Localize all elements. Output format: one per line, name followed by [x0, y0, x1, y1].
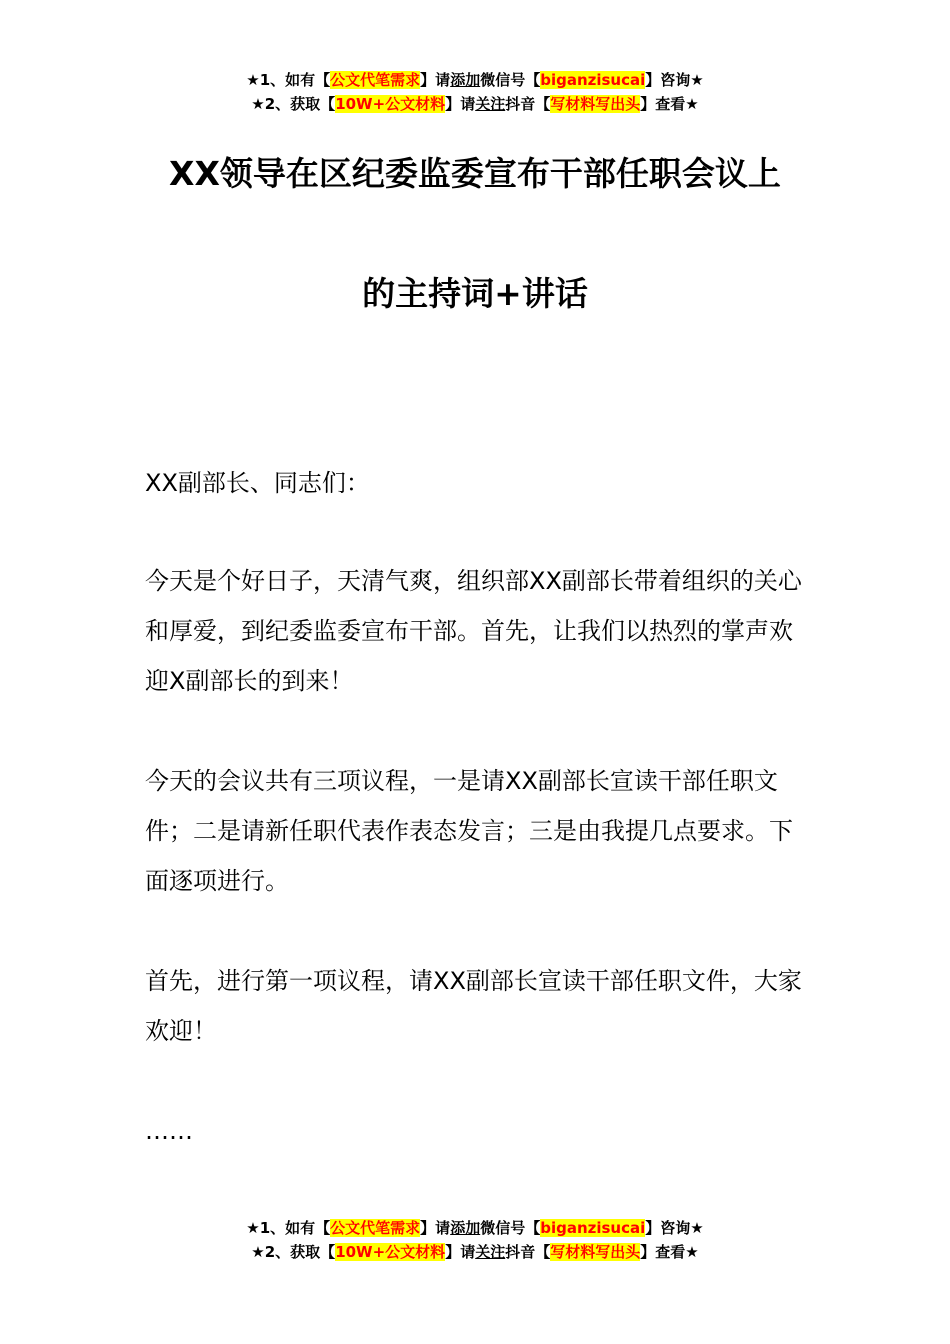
- ellipsis: ……: [145, 1117, 193, 1145]
- banner-text: 】请: [420, 71, 451, 89]
- banner-highlight: 公文代笔需求: [330, 1219, 421, 1237]
- banner-line-1: [0, 1216, 950, 1240]
- header-banner: [0, 68, 950, 116]
- banner-line-2: [0, 92, 950, 116]
- banner-highlight: 公文代笔需求: [330, 71, 421, 89]
- document-title-line-2: 的主持词+讲话: [362, 274, 588, 313]
- banner-text: 】请: [420, 1219, 451, 1237]
- banner-text: 】请: [445, 1243, 476, 1261]
- banner-text: 】请: [445, 95, 476, 113]
- banner-emphasis: 关注: [475, 95, 506, 113]
- banner-text: ★2、获取【: [251, 95, 336, 113]
- banner-emphasis: 添加: [450, 1219, 481, 1237]
- paragraph-1: 今天是个好日子，天清气爽，组织部XX副部长带着组织的关心和厚爱，到纪委监委宣布干部。首先，让我们以热烈的掌声欢迎X副部长的到来！: [145, 567, 802, 695]
- banner-text: 】咨询★: [645, 71, 704, 89]
- banner-text: 】查看★: [640, 1243, 699, 1261]
- document-title-line-1: XX领导在区纪委监委宣布干部任职会议上: [169, 154, 781, 193]
- banner-text: ★1、如有【: [246, 71, 331, 89]
- greeting: XX副部长、同志们：: [145, 469, 370, 497]
- banner-line-1: [0, 68, 950, 92]
- banner-text: 微信号【: [480, 71, 541, 89]
- banner-text: 】查看★: [640, 95, 699, 113]
- banner-highlight: biganzisucai: [540, 71, 646, 89]
- footer-banner: [0, 1216, 950, 1264]
- banner-line-2: [0, 1240, 950, 1264]
- banner-text: 抖音【: [505, 1243, 551, 1261]
- banner-highlight: 10W+公文材料: [335, 95, 446, 113]
- banner-emphasis: 关注: [475, 1243, 506, 1261]
- banner-highlight: 10W+公文材料: [335, 1243, 446, 1261]
- banner-highlight: 写材料写出头: [550, 95, 641, 113]
- banner-text: ★2、获取【: [251, 1243, 336, 1261]
- banner-highlight: 写材料写出头: [550, 1243, 641, 1261]
- banner-text: ★1、如有【: [246, 1219, 331, 1237]
- banner-text: 抖音【: [505, 95, 551, 113]
- banner-text: 】咨询★: [645, 1219, 704, 1237]
- paragraph-2: 今天的会议共有三项议程，一是请XX副部长宣读干部任职文件；二是请新任职代表作表态发言；三是由我提几点要求。下面逐项进行。: [145, 767, 793, 895]
- banner-text: 微信号【: [480, 1219, 541, 1237]
- paragraph-3: 首先，进行第一项议程，请XX副部长宣读干部任职文件，大家欢迎！: [145, 967, 802, 1045]
- banner-highlight: biganzisucai: [540, 1219, 646, 1237]
- banner-emphasis: 添加: [450, 71, 481, 89]
